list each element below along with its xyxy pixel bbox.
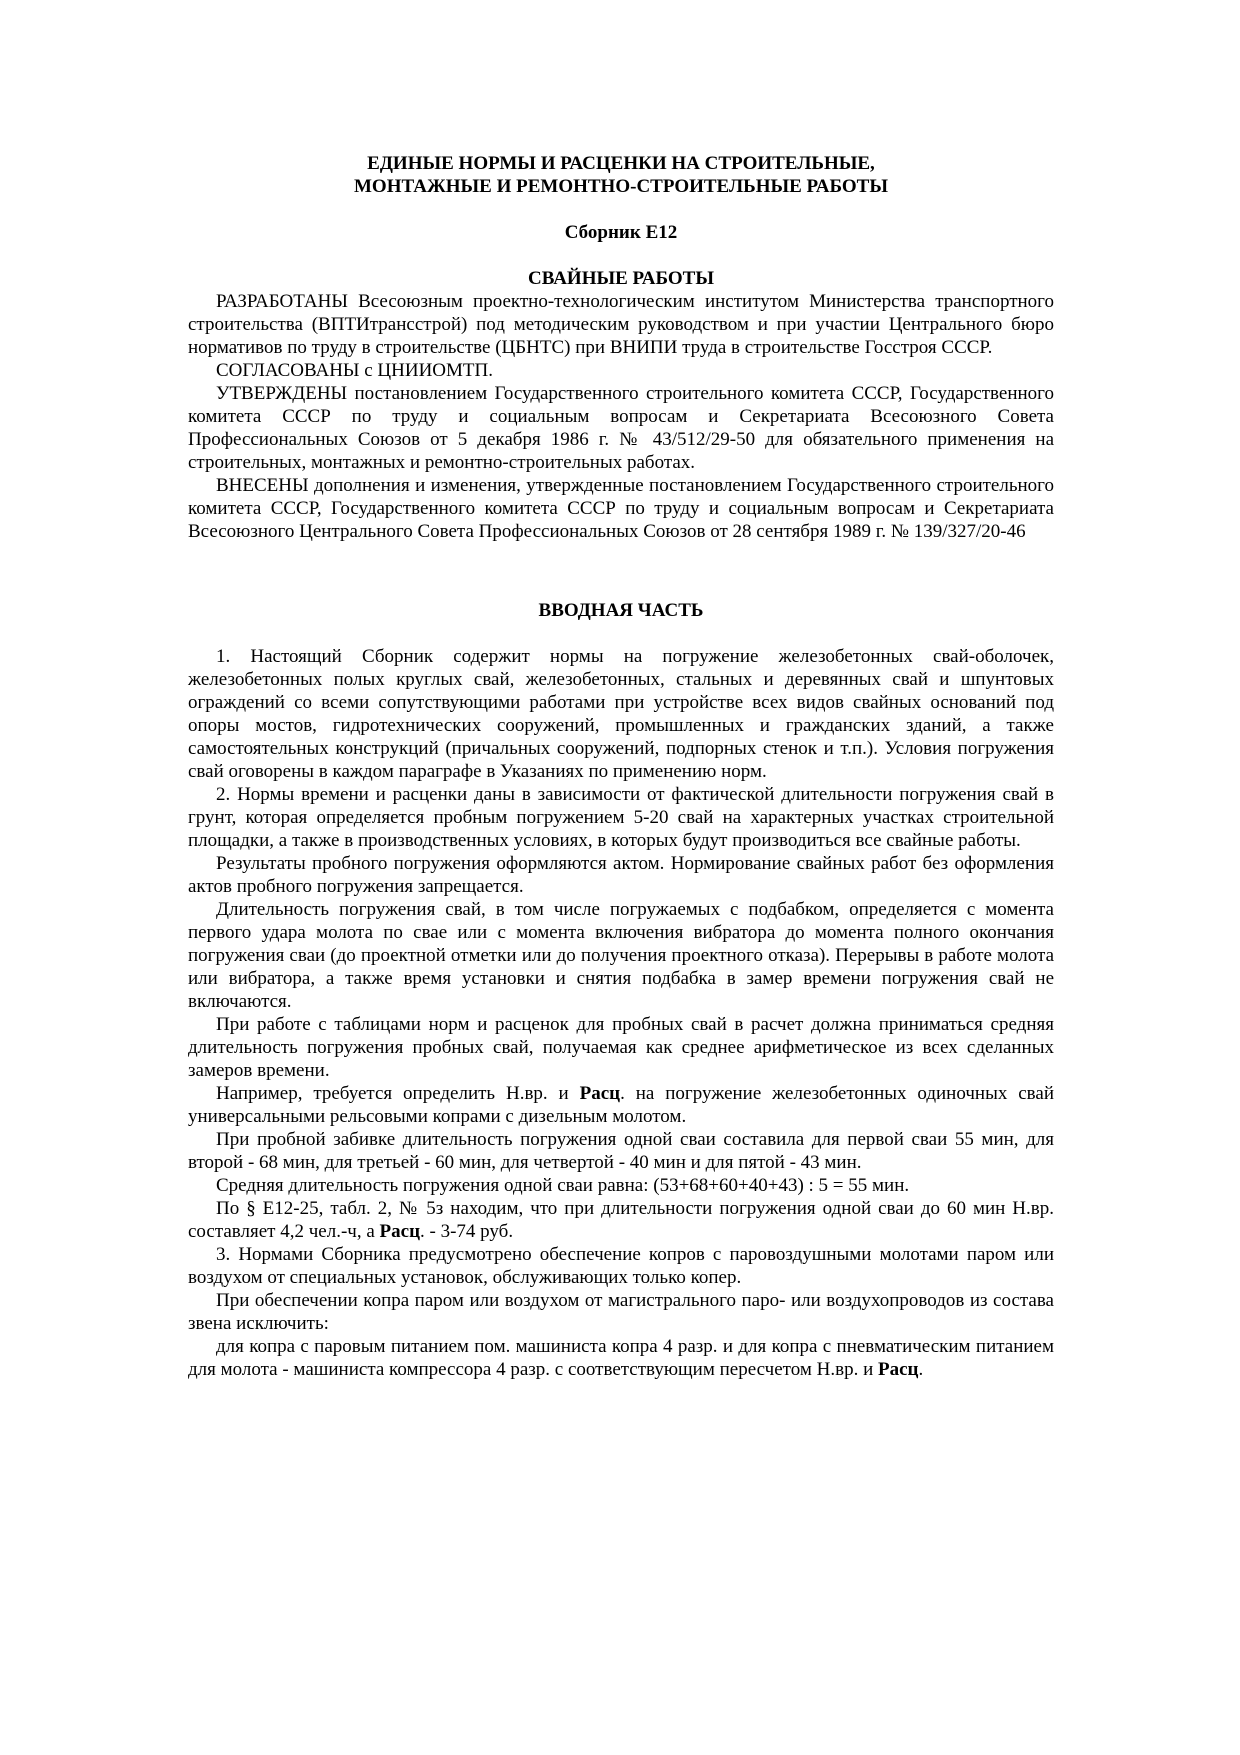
subject-title: СВАЙНЫЕ РАБОТЫ — [528, 268, 714, 289]
intro-paragraph-5: При работе с таблицами норм и расценок для пробных свай в расчет должна приниматься средняя длительность погружения пробных свай, получаемая как среднее арифметическое из всех сделанных замеров времени. — [188, 1014, 1054, 1081]
rate-term: Расц — [877, 1359, 919, 1380]
intro-body — [188, 645, 1054, 1381]
intro-paragraph-4: Длительность погружения свай, в том числе погружаемых с подбабком, определяется с момента первого удара молота по свае или с момента включения вибратора до момента полного окончания погружения сваи (до проектной отметки или до получения проектного отказа). Перерывы в работе молота или вибратора, а также время установки и снятия подбабка в замер времени погружения свай не включаются. — [188, 899, 1054, 1012]
intro-paragraph-1: 1. Настоящий Сборник содержит нормы на погружение железобетонных свай-оболочек, железобетонных полых круглых свай, железобетонных, стальных и деревянных свай и шпунтовых ограждений со всеми сопутствующими работами при устройстве всех видов свайных оснований под опоры мостов, гидротехнических сооружений, промышленных и гражданских зданий, а также самостоятельных конструкций (причальных сооружений, подпорных стенок и т.п.). Условия погружения свай оговорены в каждом параграфе в Указаниях по применению норм. — [188, 646, 1054, 782]
intro-paragraph-6 — [188, 1082, 1054, 1128]
text-fragment: По § Е12-25, табл. 2, № 5з находим, что при длительности погружения одной сваи до 60 мин Н.вр. составляет 4,2 чел.-ч, а — [188, 1198, 1054, 1242]
text-fragment: . на погружение железобетонных одиночных свай универсальными рельсовыми копрами с дизельным молотом. — [188, 1083, 1054, 1127]
intro-paragraph-11: При обеспечении копра паром или воздухом от магистрального паро- или воздухопроводов из состава звена исключить: — [188, 1290, 1054, 1334]
text-fragment: для копра с паровым питанием пом. машиниста копра 4 разр. и для копра с пневматическим питанием для молота - машиниста компрессора 4 разр. с соответствующим пересчетом Н.вр. и — [188, 1336, 1054, 1380]
agreed-paragraph: СОГЛАСОВАНЫ с ЦНИИОМТП. — [216, 360, 494, 381]
intro-paragraph-7: При пробной забивке длительность погружения одной сваи составила для первой сваи 55 мин, для второй - 68 мин, для третьей - 60 мин, для четвертой - 40 мин и для пятой - 43 мин. — [188, 1129, 1054, 1173]
rate-term: Расц — [379, 1221, 421, 1242]
intro-paragraph-12 — [188, 1335, 1054, 1381]
text-fragment: . — [918, 1359, 924, 1380]
approved-paragraph: УТВЕРЖДЕНЫ постановлением Государственного строительного комитета СССР, Государственного комитета СССР по труду и социальным вопросам и Секретариата Всесоюзного Совета Профессиональных Союзов от 5 декабря 1986 г. № 43/512/29-50 для обязательного применения на строительных, монтажных и ремонтно-строительных работах. — [188, 383, 1054, 473]
intro-paragraph-2: 2. Нормы времени и расценки даны в зависимости от фактической длительности погружения свай в грунт, которая определяется пробным погружением 5-20 свай на характерных участках строительной площадки, а также в производственных условиях, в которых будут производиться все свайные работы. — [188, 784, 1054, 851]
collection-title: Сборник Е12 — [564, 222, 678, 243]
intro-paragraph-3: Результаты пробного погружения оформляются актом. Нормирование свайных работ без оформления актов пробного погружения запрещается. — [188, 853, 1054, 897]
intro-paragraph-9 — [188, 1197, 1054, 1243]
intro-paragraph-10: 3. Нормами Сборника предусмотрено обеспечение копров с паровоздушными молотами паром или воздухом от специальных установок, обслуживающих только копер. — [188, 1244, 1054, 1288]
intro-paragraph-8: Средняя длительность погружения одной сваи равна: (53+68+60+40+43) : 5 = 55 мин. — [216, 1175, 910, 1196]
developed-paragraph: РАЗРАБОТАНЫ Всесоюзным проектно-технологическим институтом Министерства транспортного строительства (ВПТИтрансстрой) под методическим руководством и при участии Центрального бюро нормативов по труду в строительстве (ЦБНТС) при ВНИПИ труда в строительстве Госстроя СССР. — [188, 291, 1054, 358]
intro-heading: ВВОДНАЯ ЧАСТЬ — [538, 600, 704, 621]
text-fragment: . - 3-74 руб. — [420, 1221, 514, 1242]
document-title-line-2: МОНТАЖНЫЕ И РЕМОНТНО-СТРОИТЕЛЬНЫЕ РАБОТЫ — [354, 176, 888, 197]
rate-term: Расц — [579, 1083, 621, 1104]
amended-paragraph: ВНЕСЕНЫ дополнения и изменения, утвержденные постановлением Государственного строительного комитета СССР, Государственного комитета СССР по труду и социальным вопросам и Секретариата Всесоюзного Центрального Совета Профессиональных Союзов от 28 сентября 1989 г. № 139/327/20-46 — [188, 475, 1054, 542]
text-fragment: Например, требуется определить Н.вр. и — [216, 1083, 580, 1104]
document-title-line-1: ЕДИНЫЕ НОРМЫ И РАСЦЕНКИ НА СТРОИТЕЛЬНЫЕ, — [367, 153, 875, 174]
